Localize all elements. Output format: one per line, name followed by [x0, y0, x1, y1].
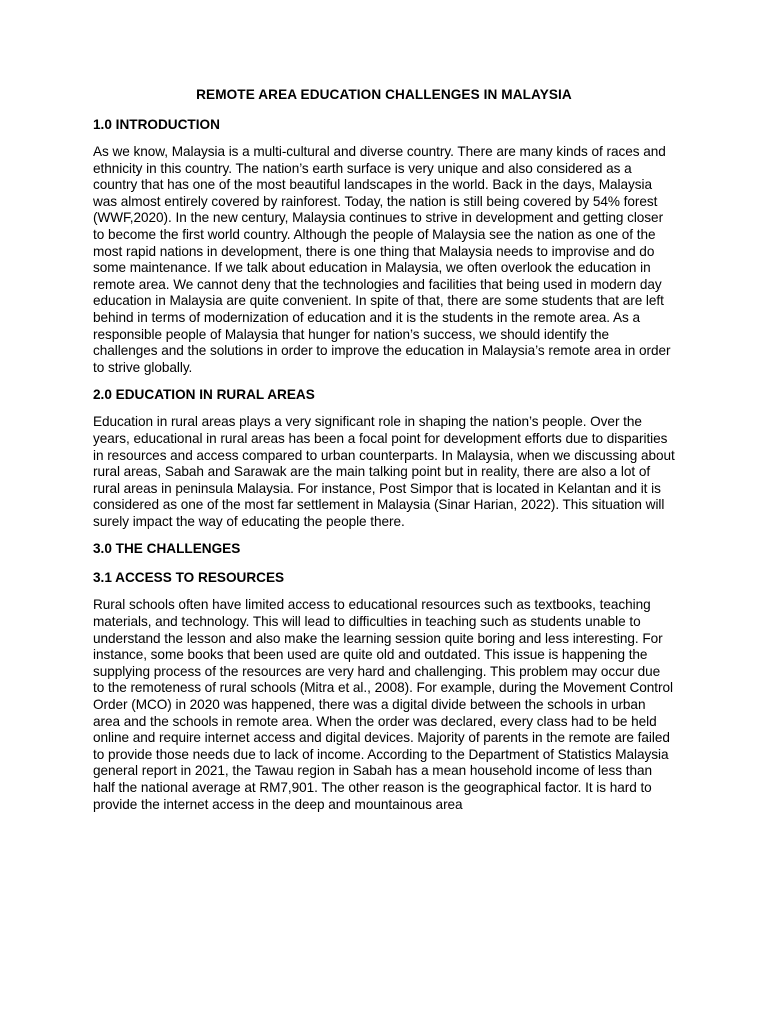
- section-heading-rural-areas: 2.0 EDUCATION IN RURAL AREAS: [93, 387, 315, 403]
- document-title: REMOTE AREA EDUCATION CHALLENGES IN MALAYSIA: [196, 87, 572, 102]
- section-heading-introduction: 1.0 INTRODUCTION: [93, 117, 220, 132]
- section-paragraph-rural-areas: Education in rural areas plays a very significant role in shaping the nation’s people. Over the years, educational in rural areas has been a focal point for development efforts due to disparities in resources and access compared to urban counterparts. In Malaysia, when we discussing about rural areas, Sabah and Sarawak are the main talking point but in reality, there are also a lot of rural areas in peninsula Malaysia. For instance, Post Simpor that is located in Kelantan and it is considered as one of the most far settlement in Malaysia (Sinar Harian, 2022). This situation will surely impact the way of educating the people there.: [93, 414, 675, 529]
- section-heading-challenges: 3.0 THE CHALLENGES: [93, 541, 241, 557]
- section-heading-access-to-resources: 3.1 ACCESS TO RESOURCES: [93, 570, 285, 586]
- document-page: [93, 85, 675, 822]
- section-paragraph-access-to-resources: Rural schools often have limited access to educational resources such as textbooks, teaching materials, and technology. This will lead to difficulties in teaching such as students unable to understand the lesson and also make the learning session quite boring and less interesting. For instance, some books that been used are quite old and outdated. This issue is happening the supplying process of the resources are very hard and challenging. This problem may occur due to the remoteness of rural schools (Mitra et al., 2008). For example, during the Movement Control Order (MCO) in 2020 was happened, there was a digital divide between the schools in urban area and the schools in remote area. When the order was declared, every class had to be held online and require internet access and digital devices. Majority of parents in the remote are failed to provide those needs due to lack of income. According to the Department of Statistics Malaysia general report in 2021, the Tawau region in Sabah has a mean household income of less than half the national average at RM7,901. The other reason is the geographical factor. It is hard to provide the internet access in the deep and mountainous area: [93, 597, 673, 812]
- section-paragraph-introduction: As we know, Malaysia is a multi-cultural and diverse country. There are many kinds of races and ethnicity in this country. The nation’s earth surface is very unique and also considered as a country that has one of the most beautiful landscapes in the world. Back in the days, Malaysia was almost entirely covered by rainforest. Today, the nation is still being covered by 54% forest (WWF,2020). In the new century, Malaysia continues to strive in development and getting closer to become the first world country. Although the people of Malaysia see the nation as one of the most rapid nations in development, there is one thing that Malaysia needs to improvise and do some maintenance. If we talk about education in Malaysia, we often overlook the education in remote area. We cannot deny that the technologies and facilities that being used in modern day education in Malaysia are quite convenient. In spite of that, there are some students that are left behind in terms of modernization of education and it is the students in the remote area. As a responsible people of Malaysia that hunger for nation’s success, we should identify the challenges and the solutions in order to improve the education in Malaysia’s remote area in order to strive globally.: [93, 144, 671, 375]
